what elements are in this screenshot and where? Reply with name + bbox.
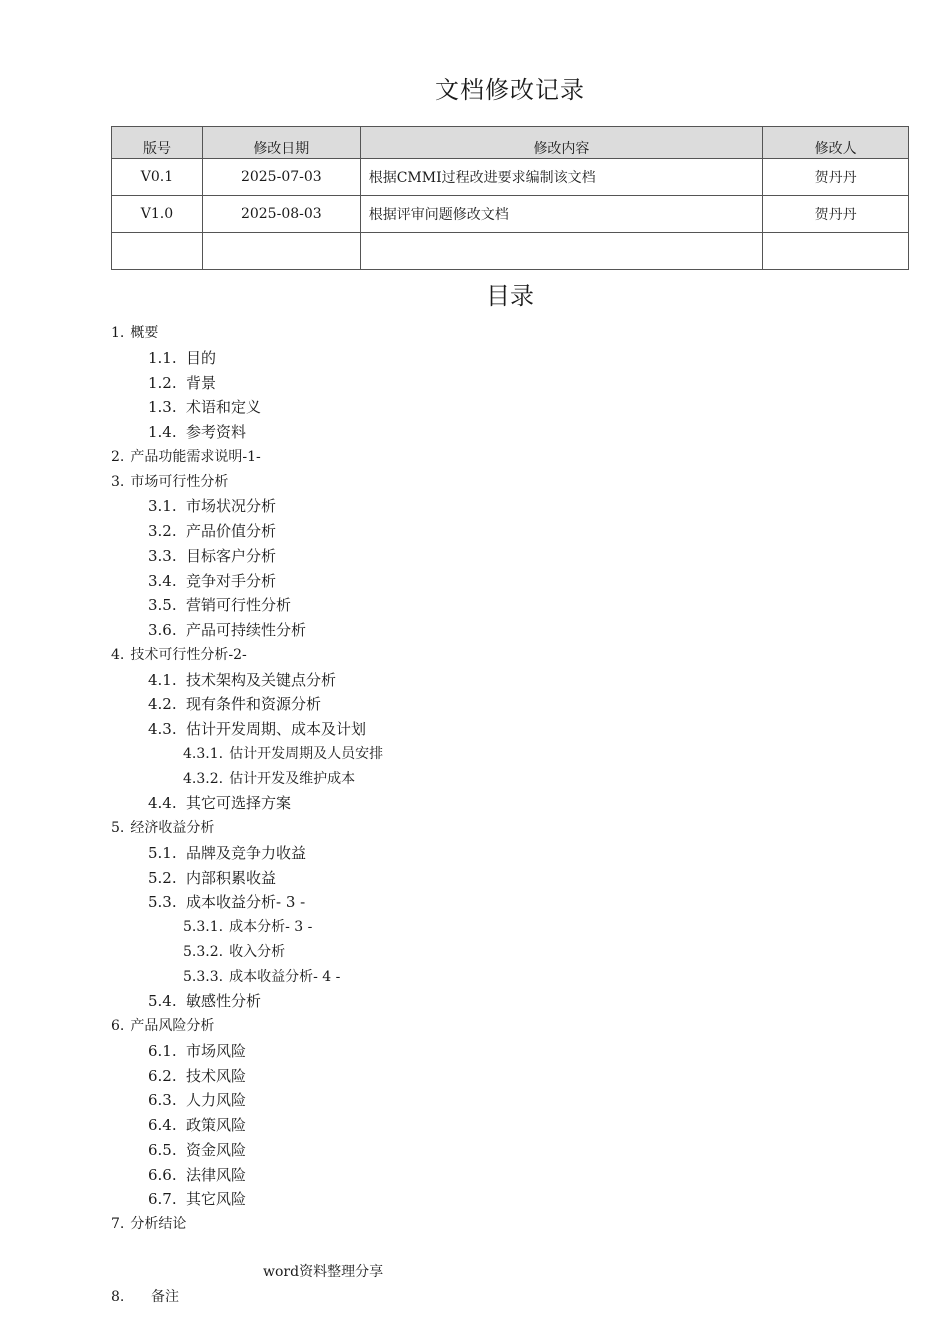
toc-item-number: 4.3.2. <box>183 771 224 787</box>
toc-item-number: 4.3. <box>148 720 177 738</box>
toc-item-label: 收入分析 <box>229 944 286 960</box>
toc-item-number: 5.3.3. <box>183 969 224 985</box>
toc-item[interactable] <box>111 817 214 837</box>
toc-item[interactable] <box>183 966 340 986</box>
toc-item[interactable] <box>111 1213 186 1233</box>
toc-item-number: 5.3.2. <box>183 944 224 960</box>
toc-item-label: 目标客户分析 <box>186 547 277 565</box>
toc-item[interactable] <box>148 545 276 566</box>
toc-item-number: 3.4. <box>148 572 177 590</box>
toc-item[interactable] <box>148 1114 246 1135</box>
toc-item-label: 内部积累收益 <box>186 869 277 887</box>
toc-item[interactable] <box>148 520 276 541</box>
header-date: 修改日期 <box>202 127 360 159</box>
toc-item[interactable] <box>148 495 276 516</box>
toc-item[interactable] <box>148 372 216 393</box>
table-row <box>112 233 909 270</box>
toc-item-number: 8. <box>111 1289 125 1305</box>
toc-item[interactable] <box>148 594 291 615</box>
toc-item[interactable] <box>148 718 366 739</box>
toc-item-number: 4. <box>111 647 125 663</box>
toc-item-label: 分析结论 <box>130 1216 187 1232</box>
toc-title: 目录 <box>486 282 534 310</box>
toc-item-label: 成本分析- 3 - <box>229 919 313 935</box>
cell-content: 根据评审问题修改文档 <box>360 196 762 233</box>
toc-item-number: 4.1. <box>148 671 177 689</box>
toc-item-number: 3.1. <box>148 497 177 515</box>
toc-item-label: 技术可行性分析-2- <box>130 647 247 663</box>
toc-item-number: 5.3.1. <box>183 919 224 935</box>
cell-author <box>763 233 909 270</box>
toc-item[interactable] <box>148 891 305 912</box>
toc-item-label: 现有条件和资源分析 <box>186 695 322 713</box>
toc-item[interactable] <box>148 693 321 714</box>
toc-item[interactable] <box>111 446 261 466</box>
toc-item-label: 经济收益分析 <box>130 820 215 836</box>
toc-item[interactable] <box>148 570 276 591</box>
cell-author: 贺丹丹 <box>763 196 909 233</box>
toc-item-label: 敏感性分析 <box>186 992 262 1010</box>
header-version: 版号 <box>112 127 203 159</box>
cell-author: 贺丹丹 <box>763 159 909 196</box>
toc-item-number: 6.1. <box>148 1042 177 1060</box>
cell-date: 2025-08-03 <box>202 196 360 233</box>
toc-item-number: 7. <box>111 1216 125 1232</box>
toc-item-label: 产品可持续性分析 <box>186 621 307 639</box>
toc-item[interactable] <box>148 421 246 442</box>
toc-item-label: 产品价值分析 <box>186 522 277 540</box>
toc-item-number: 6. <box>111 1018 125 1034</box>
toc-item-number: 6.2. <box>148 1067 177 1085</box>
table-row <box>112 196 909 233</box>
toc-item-label: 技术架构及关键点分析 <box>186 671 337 689</box>
toc-item-number: 6.7. <box>148 1190 177 1208</box>
toc-item-label: 产品功能需求说明-1- <box>130 449 261 465</box>
toc-item[interactable] <box>183 941 285 961</box>
footer-note: word资料整理分享 <box>263 1264 384 1280</box>
toc-item[interactable] <box>183 916 312 936</box>
toc-item-number: 1.1. <box>148 349 177 367</box>
table-row <box>112 159 909 196</box>
toc-item-number: 6.3. <box>148 1091 177 1109</box>
toc-item-number: 3.5. <box>148 596 177 614</box>
toc-item[interactable] <box>148 347 216 368</box>
toc-item-label: 概要 <box>130 325 159 341</box>
toc-item-number: 1.2. <box>148 374 177 392</box>
toc-item-number: 4.2. <box>148 695 177 713</box>
toc-item[interactable] <box>183 768 355 788</box>
toc-item-number: 5.4. <box>148 992 177 1010</box>
toc-item-number: 5. <box>111 820 125 836</box>
toc-item[interactable] <box>148 669 336 690</box>
toc-item-label: 目的 <box>186 349 217 367</box>
toc-item-number: 3.3. <box>148 547 177 565</box>
toc-item-label: 营销可行性分析 <box>186 596 292 614</box>
toc-item[interactable] <box>148 842 306 863</box>
toc-item[interactable] <box>148 867 276 888</box>
toc-item-label: 术语和定义 <box>186 398 262 416</box>
toc-item[interactable] <box>111 644 247 664</box>
cell-content: 根据CMMI过程改进要求编制该文档 <box>360 159 762 196</box>
cell-content <box>360 233 762 270</box>
toc-item-number: 1.3. <box>148 398 177 416</box>
toc-item-number: 4.3.1. <box>183 746 224 762</box>
toc-item-label: 产品风险分析 <box>130 1018 215 1034</box>
toc-item-number: 3.2. <box>148 522 177 540</box>
cell-version: V0.1 <box>112 159 203 196</box>
toc-item-label: 备注 <box>151 1289 179 1305</box>
toc-item[interactable] <box>111 1015 214 1035</box>
toc-item[interactable] <box>148 792 291 813</box>
table-header-row <box>112 127 909 159</box>
toc-item-label: 估计开发及维护成本 <box>229 771 356 787</box>
toc-item-label: 人力风险 <box>186 1091 247 1109</box>
toc-item-label: 法律风险 <box>186 1166 247 1184</box>
revision-title: 文档修改记录 <box>435 76 585 104</box>
toc-item[interactable] <box>148 1040 246 1061</box>
toc-item-label: 技术风险 <box>186 1067 247 1085</box>
toc-item-label: 参考资料 <box>186 423 247 441</box>
toc-item-label: 估计开发周期及人员安排 <box>229 746 384 762</box>
cell-date: 2025-07-03 <box>202 159 360 196</box>
toc-item-number: 3. <box>111 474 125 490</box>
toc-item-label: 其它风险 <box>186 1190 247 1208</box>
toc-item-number: 6.4. <box>148 1116 177 1134</box>
toc-item-number: 5.3. <box>148 893 177 911</box>
toc-item-label: 成本收益分析- 4 - <box>229 969 341 985</box>
cell-version: V1.0 <box>112 196 203 233</box>
toc-item-label: 估计开发周期、成本及计划 <box>186 720 367 738</box>
cell-version <box>112 233 203 270</box>
toc-item-number: 3.6. <box>148 621 177 639</box>
header-content: 修改内容 <box>360 127 762 159</box>
toc-item[interactable] <box>111 471 228 491</box>
toc-item[interactable] <box>148 1188 246 1209</box>
toc-item-label: 其它可选择方案 <box>186 794 292 812</box>
toc-item-number: 1. <box>111 325 125 341</box>
toc-item-number: 6.6. <box>148 1166 177 1184</box>
toc-item-number: 5.2. <box>148 869 177 887</box>
toc-item-label: 资金风险 <box>186 1141 247 1159</box>
toc-item[interactable] <box>148 396 261 417</box>
toc-item-label: 背景 <box>186 374 217 392</box>
header-author: 修改人 <box>763 127 909 159</box>
toc-item-last[interactable] <box>111 1286 179 1306</box>
toc-item-label: 政策风险 <box>186 1116 247 1134</box>
toc-item-number: 5.1. <box>148 844 177 862</box>
toc-item-number: 6.5. <box>148 1141 177 1159</box>
toc-item-label: 品牌及竞争力收益 <box>186 844 307 862</box>
toc-item[interactable] <box>148 1089 246 1110</box>
toc-item[interactable] <box>148 1164 246 1185</box>
toc-item[interactable] <box>148 1139 246 1160</box>
toc-item-label: 市场可行性分析 <box>130 474 229 490</box>
toc-item-label: 成本收益分析- 3 - <box>186 893 306 911</box>
toc-item-number: 2. <box>111 449 125 465</box>
toc-item[interactable] <box>111 322 158 342</box>
toc-item[interactable] <box>148 619 306 640</box>
toc-item[interactable] <box>148 990 261 1011</box>
cell-date <box>202 233 360 270</box>
revision-table <box>111 126 909 270</box>
toc-item-label: 竞争对手分析 <box>186 572 277 590</box>
toc-item-number: 4.4. <box>148 794 177 812</box>
toc-item-label: 市场风险 <box>186 1042 247 1060</box>
toc-item[interactable] <box>183 743 383 763</box>
toc-item-label: 市场状况分析 <box>186 497 277 515</box>
toc-item[interactable] <box>148 1065 246 1086</box>
toc-item-number: 1.4. <box>148 423 177 441</box>
